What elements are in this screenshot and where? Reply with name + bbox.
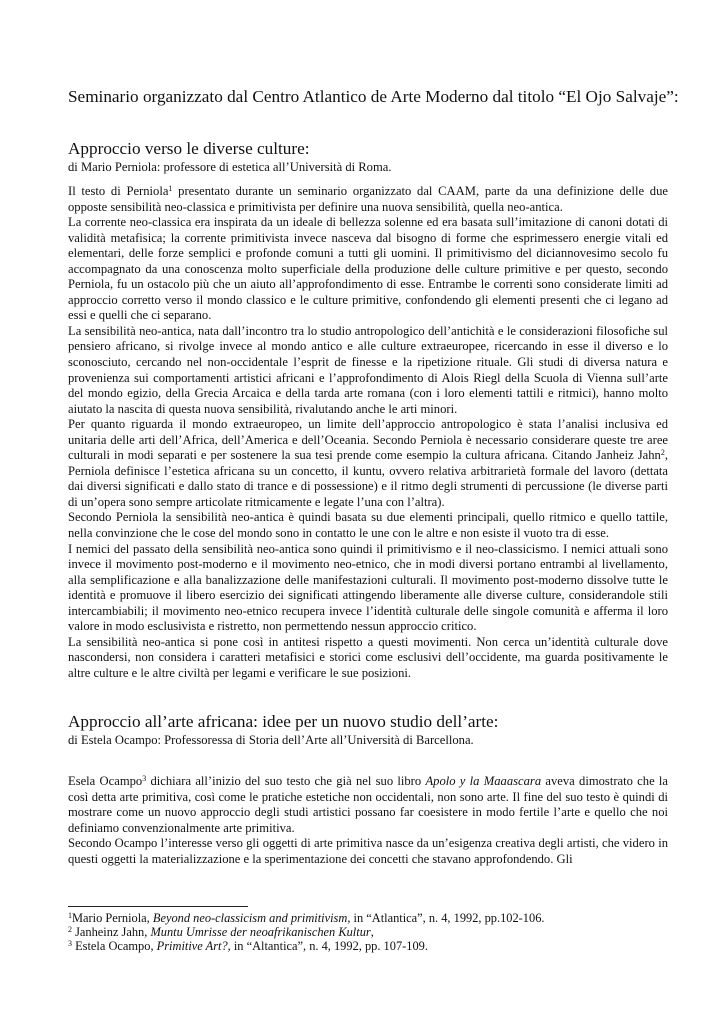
- footnote-1: [68, 911, 688, 925]
- paragraph-text: presentato durante un seminario organizzato dal CAAM, parte da una definizione delle due opposte sensibilità neo-classica e primitivista per definire una nuova sensibilità, quella neo-antica.: [68, 184, 668, 214]
- paragraph: La corrente neo-classica era inspirata da un ideale di bellezza solenne ed era basata sull’imitazione di canoni dotati di validità metafisica; la corrente primitivista invece nasceva dal bisogno di forme che esprimessero energie vitali ed elementari, delle forze semplici e profonde comuni a tutti gli uomini. Il primitivismo del diciannovesimo secolo fu accompagnato da una conoscenza molto superficiale della produzione delle culture primitive e per questo, secondo Perniola, fu un ostacolo più che un aiuto all’approfondimento di esse. Entrambe le correnti sono considerate limiti ad approccio corretto verso il mondo classico e le culture primitive, confondendo gli elementi presenti che ci legano ad essi e quelli che ci separano.: [68, 215, 668, 323]
- paragraph: La sensibilità neo-antica si pone così in antitesi rispetto a questi movimenti. Non cerca un’identità culturale dove nascondersi, non considera i caratteri metafisici e storici come esclusivi dell’occidente, ma guarda positivamente le altre culture e le altre civiltà per legami e verificare le sue posizioni.: [68, 634, 668, 680]
- paragraph-text: , Perniola definisce l’estetica africana su un concetto, il kuntu, ovvero relativa arbitrarietà formale del lavoro (dettata dai diversi significati e dallo stato di trance e di possessione) e il ritmo degli strumenti di percussione (le diverse parti di un’opera sono sempre articolate ritmicamente e legate l’una con l’altra).: [68, 448, 668, 509]
- footnote-title: Primitive Art?: [156, 939, 228, 954]
- paragraph: Secondo Perniola la sensibilità neo-antica è quindi basata su due elementi principali, quello ritmico e quello tattile, nella convinzione che le cose del mondo sono in contatto le une con le altre e non esiste il vuoto tra di esse.: [68, 510, 668, 541]
- section-2-body: [68, 774, 668, 867]
- paragraph: [68, 184, 668, 215]
- paragraph-text: Il testo di Perniola: [68, 184, 169, 198]
- section-1-heading: Approccio verso le diverse culture:: [68, 139, 310, 158]
- paragraph: [68, 417, 668, 510]
- paragraph-text: Esela Ocampo: [68, 774, 143, 788]
- section-2-header: [68, 712, 668, 748]
- section-1-body: [68, 184, 668, 682]
- footnote-3: [68, 939, 688, 953]
- paragraph-text: dichiara all’inizio del suo testo che già nel suo libro: [146, 774, 426, 788]
- footnote-text: , in “Atlantica”, n. 4, 1992, pp.102-106.: [347, 911, 545, 925]
- footnote-text: ,: [370, 925, 374, 940]
- footnote-ref-3: 3: [142, 774, 147, 783]
- section-1-byline: di Mario Perniola: professore di estetica all’Università di Roma.: [68, 160, 392, 174]
- footnote-number: 2: [68, 925, 72, 935]
- footnote-text: , in “Altantica”, n. 4, 1992, pp. 107-109.: [227, 939, 428, 954]
- paragraph: [68, 774, 668, 836]
- section-1-header: [68, 139, 668, 175]
- paragraph: Secondo Ocampo l’interesse verso gli oggetti di arte primitiva nasce da un’esigenza creativa degli artisti, che videro in questi oggetti la materializzazione e la sperimentazione dei concetti che stavano approfondendo. Gli: [68, 836, 668, 866]
- section-2-byline: di Estela Ocampo: Professoressa di Storia dell’Arte all’Università di Barcellona.: [68, 733, 474, 747]
- footnote-title: Muntu Umrisse der neoafrikanischen Kultur: [150, 925, 371, 940]
- footnote-ref-1: 1: [168, 184, 173, 193]
- paragraph: La sensibilità neo-antica, nata dall’incontro tra lo studio antropologico dell’antichità e le considerazioni filosofiche sul pensiero africano, si rivolge invece al mondo antico e alle culture extraeuropee, ricercando in esse il diverso e lo sconosciuto, cercando nel non-occidentale l’esprit de finesse e la ripetizione rituale. Gli studi di diversa natura e provenienza sui comportamenti artistici africani e l’approfondimento di Alois Riegl della Scuola di Vienna sull’arte del mondo egizio, della Grecia Arcaica e della tarda arte romana (con i loro elementi tattili e ritmici), hanno molto aiutato la nascita di questa nuova sensibilità, rivalutando anche le arti minori.: [68, 323, 668, 416]
- book-title: Apolo y la Maaascara: [425, 774, 542, 788]
- paragraph: I nemici del passato della sensibilità neo-antica sono quindi il primitivismo e il neo-classicismo. I nemici attuali sono invece il movimento post-moderno e il movimento neo-etnico, che in modi diversi portano entrambi al livellamento, alla semplificazione e alla banalizzazione delle manifestazioni culturali. Il movimento post-moderno dissolve tutte le identità e promuove il libero esercizio dei significati attingendo liberamente alle diverse culture, considerandole stili intercambiabili; il movimento neo-etnico recupera invece l’identità culturale delle singole comunità e afferma il loro valore in modo esclusivista e ristretto, non permettendo nessun approccio critico.: [68, 541, 668, 634]
- footnote-ref-2: 2: [660, 448, 665, 458]
- footnote-title: Beyond neo-classicism and primitivism: [152, 911, 348, 925]
- document-title: Seminario organizzato dal Centro Atlantico de Arte Moderno dal titolo “El Ojo Salvaje”:: [68, 87, 679, 106]
- paragraph-text: Per quanto riguarda il mondo extraeuropeo, un limite dell’approccio antropologico è stata l’analisi inclusiva ed unitaria delle arti dell’Africa, dell’America e dell’Oceania. Secondo Perniola è necessario considerare queste tre aree culturali in modi separati e per sostenere la sua tesi prende come esempio la cultura africana. Citando Janheiz Jahn: [68, 417, 668, 463]
- footnote-number: 3: [68, 939, 72, 949]
- footnote-text: Mario Perniola,: [72, 911, 153, 925]
- footnote-number: 1: [68, 911, 72, 920]
- footnote-text: Estela Ocampo,: [72, 939, 157, 954]
- section-2-heading: Approccio all’arte africana: idee per un nuovo studio dell’arte:: [68, 712, 499, 731]
- paragraph-text: aveva dimostrato che la così detta arte primitiva, così come le pratiche estetiche non occidentali, non sono arte. Il fine del suo testo è quindi di mostrare come un nuovo approccio degli studi artistici possano far coesistere in modo fertile l’arte e quello che noi definiamo convenzionalmente arte primitiva.: [68, 774, 669, 835]
- footnote-text: Janheinz Jahn,: [72, 925, 151, 940]
- footnotes: [68, 911, 688, 954]
- footnote-divider: [68, 906, 248, 907]
- footnote-2: [68, 925, 688, 939]
